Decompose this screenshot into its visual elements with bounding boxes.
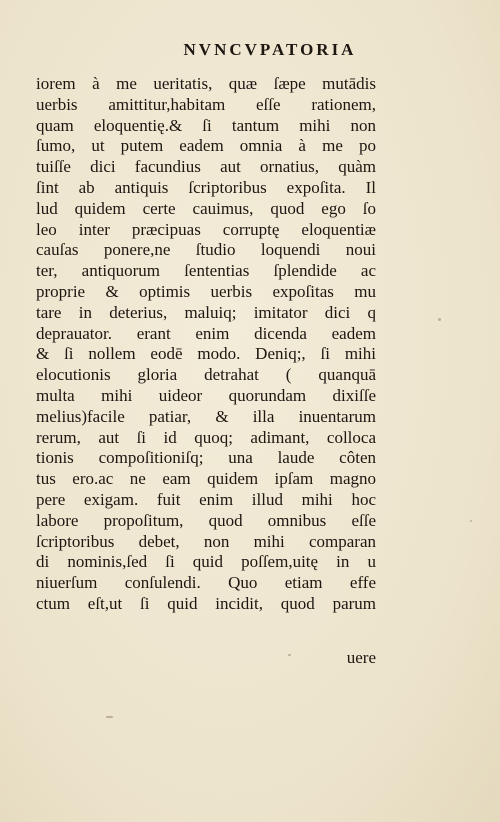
text-line: leo inter præcipuas corruptę eloquentiæ [36, 219, 376, 239]
text-line: pere exigam. fuit enim illud mihi hoc [36, 489, 376, 509]
text-line: rerum, aut ſi id quoq; adimant, colloca [36, 427, 376, 447]
text-line: melius)facile patiar, & illa inuentarum [36, 406, 376, 426]
paper-speck [470, 520, 472, 522]
text-line: tuiſſe dici facundius aut ornatius, quàm [36, 157, 376, 177]
text-line: tus ero.ac ne eam quidem ipſam magno [36, 469, 376, 489]
text-line: multa mihi uideor quorundam dixiſſe [36, 385, 376, 405]
text-line: proprie & optimis uerbis expoſitas mu [36, 281, 376, 301]
text-line: uerbis amittitur,habitam eſſe rationem, [36, 94, 376, 114]
text-line: lud quidem certe cauimus, quod ego ſo [36, 198, 376, 218]
text-line: iorem à me ueritatis, quæ ſæpe mutādis [36, 74, 376, 93]
text-block [36, 74, 376, 615]
text-line: ter, antiquorum ſententias ſplendide ac [36, 261, 376, 281]
text-line: ctum eſt,ut ſi quid incidit, quod parum [36, 593, 376, 613]
text-line: & ſi nollem eodē modo. Deniq;, ſi mihi [36, 344, 376, 364]
paper-speck [288, 654, 291, 656]
text-line: elocutionis gloria detrahat ( quanquā [36, 365, 376, 385]
text-line: tionis compoſitioniſq; una laude côten [36, 448, 376, 468]
running-head: NVNCVPATORIA [183, 40, 357, 59]
catchword: uere [346, 648, 376, 667]
text-line: cauſas ponere,ne ſtudio loquendi noui [36, 240, 376, 260]
text-line: deprauator. erant enim dicenda eadem [36, 323, 376, 343]
text-line: ſumo, ut putem eadem omnia à me po [36, 136, 376, 156]
text-line: ſcriptoribus debet, non mihi comparan [36, 531, 376, 551]
text-line: tare in deterius, maluiq; imitator dici q [36, 302, 376, 322]
text-line: labore propoſitum, quod omnibus eſſe [36, 510, 376, 530]
text-line: quam eloquentię.& ſi tantum mihi non [36, 115, 376, 135]
text-line: ſint ab antiquis ſcriptoribus expoſita. Il [36, 177, 376, 197]
text-line: niuerſum conſulendi. Quo etiam effe [36, 573, 376, 593]
paper-speck [106, 716, 113, 718]
paper-speck [438, 318, 441, 321]
text-line: di nominis,ſed ſi quid poſſem,uitę in u [36, 552, 376, 572]
